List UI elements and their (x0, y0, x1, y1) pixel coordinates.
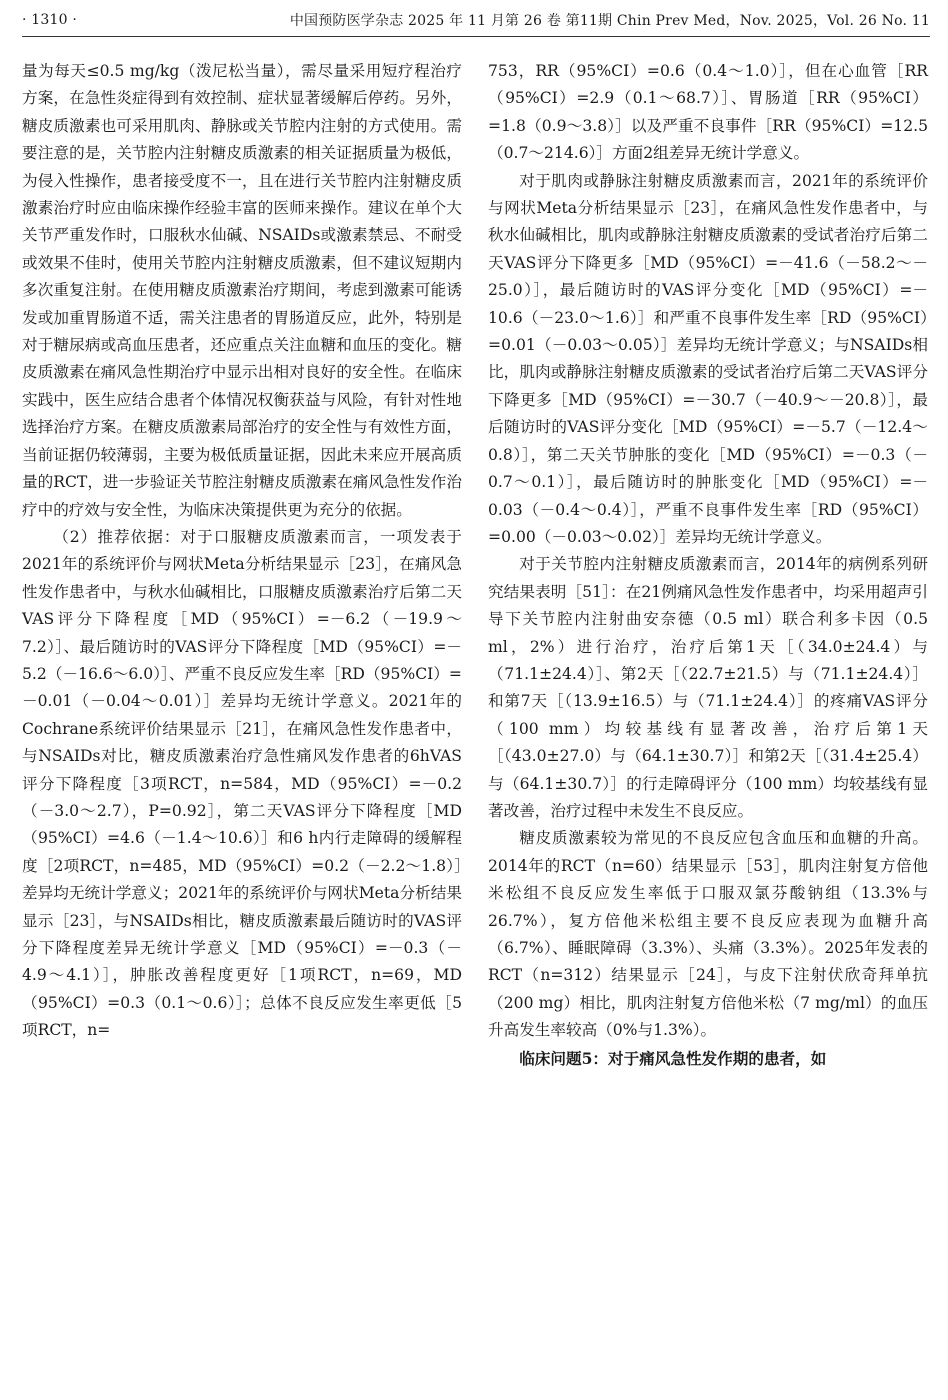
clinical-question-heading: 临床问题5：对于痛风急性发作期的患者，如 (519, 1048, 827, 1068)
right-paragraph-2: 对于肌肉或静脉注射糖皮质激素而言，2021年的系统评价与网状Meta分析结果显示［23］，在痛风急性发作患者中，与秋水仙碱相比，肌肉或静脉注射糖皮质激素的受试者治疗后第二天VAS评分下降更多［MD（95%CI）=－41.6（－58.2～－25.0）］，最后随访时的VAS评分变化［MD（95%CI）=－10.6（－23.0～1.6）］和严重不良事件发生率［RD（95%CI）=0.01（－0.03～0.05）］差异均无统计学意义；与NSAIDs相比，肌肉或静脉注射糖皮质激素的受试者治疗后第二天VAS评分下降更多［MD（95%CI）=－30.7（－40.9～－20.8）］，最后随访时的VAS评分变化［MD（95%CI）=－5.7（－12.4～0.8）］，第二天关节肿胀的变化［MD（95%CI）=－0.3（－0.7～0.1）］，最后随访时的肿胀变化［MD（95%CI）=－0.03（－0.4～0.4）］，严重不良事件发生率［RD（95%CI）=0.00（－0.03～0.02）］差异均无统计学意义。 (488, 171, 928, 546)
running-header (22, 6, 930, 34)
journal-citation: 中国预防医学杂志 2025 年 11 月第 26 卷 第11期 Chin Prev Med，Nov. 2025，Vol. 26 No. 11 (289, 13, 930, 29)
right-paragraph-1: 753，RR（95%CI）=0.6（0.4～1.0）］，但在心血管［RR（95%CI）=2.9（0.1～68.7）］、胃肠道［RR（95%CI）=1.8（0.9～3.8）］以及严重不良事件［RR（95%CI）=12.5（0.7～214.6）］方面2组差异无统计学意义。 (488, 62, 928, 163)
right-column (488, 58, 928, 1072)
left-paragraph-2: （2）推荐依据：对于口服糖皮质激素而言，一项发表于2021年的系统评价与网状Meta分析结果显示［23］，在痛风急性发作患者中，与秋水仙碱相比，口服糖皮质激素治疗后第二天VAS评分下降程度［MD（95%CI）=－6.2（－19.9～7.2）］、最后随访时的VAS评分下降程度［MD（95%CI）=－5.2（－16.6～6.0）］、严重不良反应发生率［RD（95%CI）=－0.01（－0.04～0.01）］差异均无统计学意义。2021年的Cochrane系统评价结果显示［21］，在痛风急性发作患者中，与NSAIDs对比，糖皮质激素治疗急性痛风发作患者的6hVAS评分下降程度［3项RCT，n=584，MD（95%CI）=－0.2（－3.0～2.7），P=0.92］，第二天VAS评分下降程度［MD（95%CI）=4.6（－1.4～10.6）］和6 h内行走障碍的缓解程度［2项RCT，n=485，MD（95%CI）=0.2（－2.2～1.8）］差异均无统计学意义；2021年的系统评价与网状Meta分析结果显示［23］，与NSAIDs相比，糖皮质激素最后随访时的VAS评分下降程度差异无统计学意义［MD（95%CI）=－0.3（－4.9～4.1）］，肿胀改善程度更好［1项RCT，n=69，MD（95%CI）=0.3（0.1～0.6）］；总体不良反应发生率更低［5项RCT，n= (22, 527, 462, 1040)
header-rule (22, 36, 930, 37)
left-paragraph-1: 量为每天≤0.5 mg/kg（泼尼松当量），需尽量采用短疗程治疗方案，在急性炎症得到有效控制、症状显著缓解后停药。另外，糖皮质激素也可采用肌肉、静脉或关节腔内注射的方式使用。需要注意的是，关节腔内注射糖皮质激素的相关证据质量为极低，为侵入性操作，患者接受度不一，且在进行关节腔内注射糖皮质激素治疗时应由临床操作经验丰富的医师来操作。建议在单个大关节严重发作时，口服秋水仙碱、NSAIDs或激素禁忌、不耐受或效果不佳时，使用关节腔内注射糖皮质激素，但不建议短期内多次重复注射。在使用糖皮质激素治疗期间，考虑到激素可能诱发或加重胃肠道不适，需关注患者的胃肠道反应，此外，特别是对于糖尿病或高血压患者，还应重点关注血糖和血压的变化。糖皮质激素在痛风急性期治疗中显示出相对良好的安全性。在临床实践中，医生应结合患者个体情况权衡获益与风险，有针对性地选择治疗方案。在糖皮质激素局部治疗的安全性与有效性方面，当前证据仍较薄弱，主要为极低质量证据，因此未来应开展高质量的RCT，进一步验证关节腔注射糖皮质激素在痛风急性发作治疗中的疗效与安全性，为临床决策提供更为充分的依据。 (22, 62, 462, 519)
page-number: · 1310 · (22, 12, 78, 28)
right-paragraph-3: 对于关节腔内注射糖皮质激素而言，2014年的病例系列研究结果表明［51］：在21例痛风急性发作患者中，均采用超声引导下关节腔内注射曲安奈德（0.5 ml）联合利多卡因（0.5 ml，2%）进行治疗，治疗后第1天［（34.0±24.4）与（71.1±24.4）］、第2天［（22.7±21.5）与（71.1±24.4）］和第7天［（13.9±16.5）与（71.1±24.4）］的疼痛VAS评分（100 mm）均较基线有显著改善，治疗后第1天［（43.0±27.0）与（64.1±30.7）］和第2天［（31.4±25.4）与（64.1±30.7）］的行走障碍评分（100 mm）均较基线有显著改善，治疗过程中未发生不良反应。 (488, 555, 928, 820)
right-paragraph-4: 糖皮质激素较为常见的不良反应包含血压和血糖的升高。2014年的RCT（n=60）结果显示［53］，肌肉注射复方倍他米松组不良反应发生率低于口服双氯芬酸钠组（13.3%与26.7%），复方倍他米松组主要不良反应表现为血糖升高（6.7%）、睡眠障碍（3.3%）、头痛（3.3%）。2025年发表的RCT（n=312）结果显示［24］，与皮下注射伏欣奇拜单抗（200 mg）相比，肌肉注射复方倍他米松（7 mg/ml）的血压升高发生率较高（0%与1.3%）。 (488, 829, 928, 1040)
left-column (22, 58, 462, 1045)
